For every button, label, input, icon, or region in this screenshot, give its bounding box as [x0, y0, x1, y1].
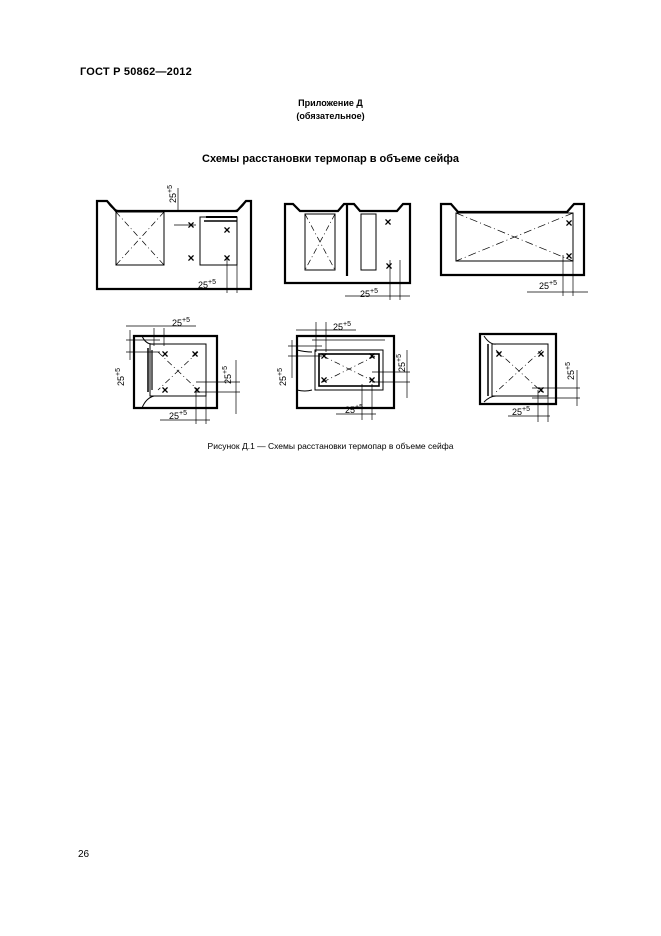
dimension-label: $25^{+5}$: [345, 404, 363, 415]
thermocouple-marker: ×: [495, 347, 503, 361]
dimension-label: $25^{+5}$: [169, 410, 187, 421]
thermocouple-marker: ×: [193, 383, 201, 397]
thermocouple-marker: ×: [187, 218, 195, 232]
thermocouple-marker: ×: [368, 373, 376, 387]
page-number: 26: [78, 849, 90, 860]
thermocouple-marker: ×: [187, 251, 195, 265]
dimension-label: $25^{+5}$: [512, 406, 530, 417]
figure-caption: Рисунок Д.1 — Схемы расстановки термопар в объеме сейфа: [207, 441, 454, 451]
annex-title: Приложение Д: [298, 98, 363, 108]
thermocouple-marker: ×: [320, 373, 328, 387]
dimension-label: $25^{+5}$: [172, 317, 190, 328]
section-title: Схемы расстановки термопар в объеме сейфа: [202, 153, 459, 165]
thermocouple-marker: ×: [161, 347, 169, 361]
thermocouple-marker: ×: [537, 383, 545, 397]
thermocouple-marker: ×: [368, 349, 376, 363]
thermocouple-marker: ×: [161, 383, 169, 397]
thermocouple-marker: ×: [384, 215, 392, 229]
thermocouple-marker: ×: [223, 251, 231, 265]
dimension-label: $25^{+5}$: [396, 354, 407, 372]
dimension-label: $25^{+5}$: [539, 280, 557, 291]
annex-status: (обязательное): [296, 111, 365, 121]
thermocouple-marker: ×: [223, 223, 231, 237]
dimension-label: $25^{+5}$: [360, 288, 378, 299]
dimension-label: $25^{+5}$: [115, 368, 126, 386]
document-header: ГОСТ Р 50862—2012: [80, 66, 192, 78]
dimension-label: $25^{+5}$: [277, 368, 288, 386]
dimension-label: $25^{+5}$: [565, 362, 576, 380]
thermocouple-marker: ×: [565, 216, 573, 230]
dimension-label: $25^{+5}$: [222, 366, 233, 384]
dimension-label: $25^{+5}$: [333, 321, 351, 332]
thermocouple-marker: ×: [320, 349, 328, 363]
dimension-label: $25^{+5}$: [198, 279, 216, 290]
thermocouple-marker: ×: [565, 249, 573, 263]
thermocouple-marker: ×: [385, 259, 393, 273]
thermocouple-placement-figure: [0, 170, 661, 440]
thermocouple-marker: ×: [191, 347, 199, 361]
thermocouple-marker: ×: [537, 347, 545, 361]
dimension-label: $25^{+5}$: [167, 185, 178, 203]
